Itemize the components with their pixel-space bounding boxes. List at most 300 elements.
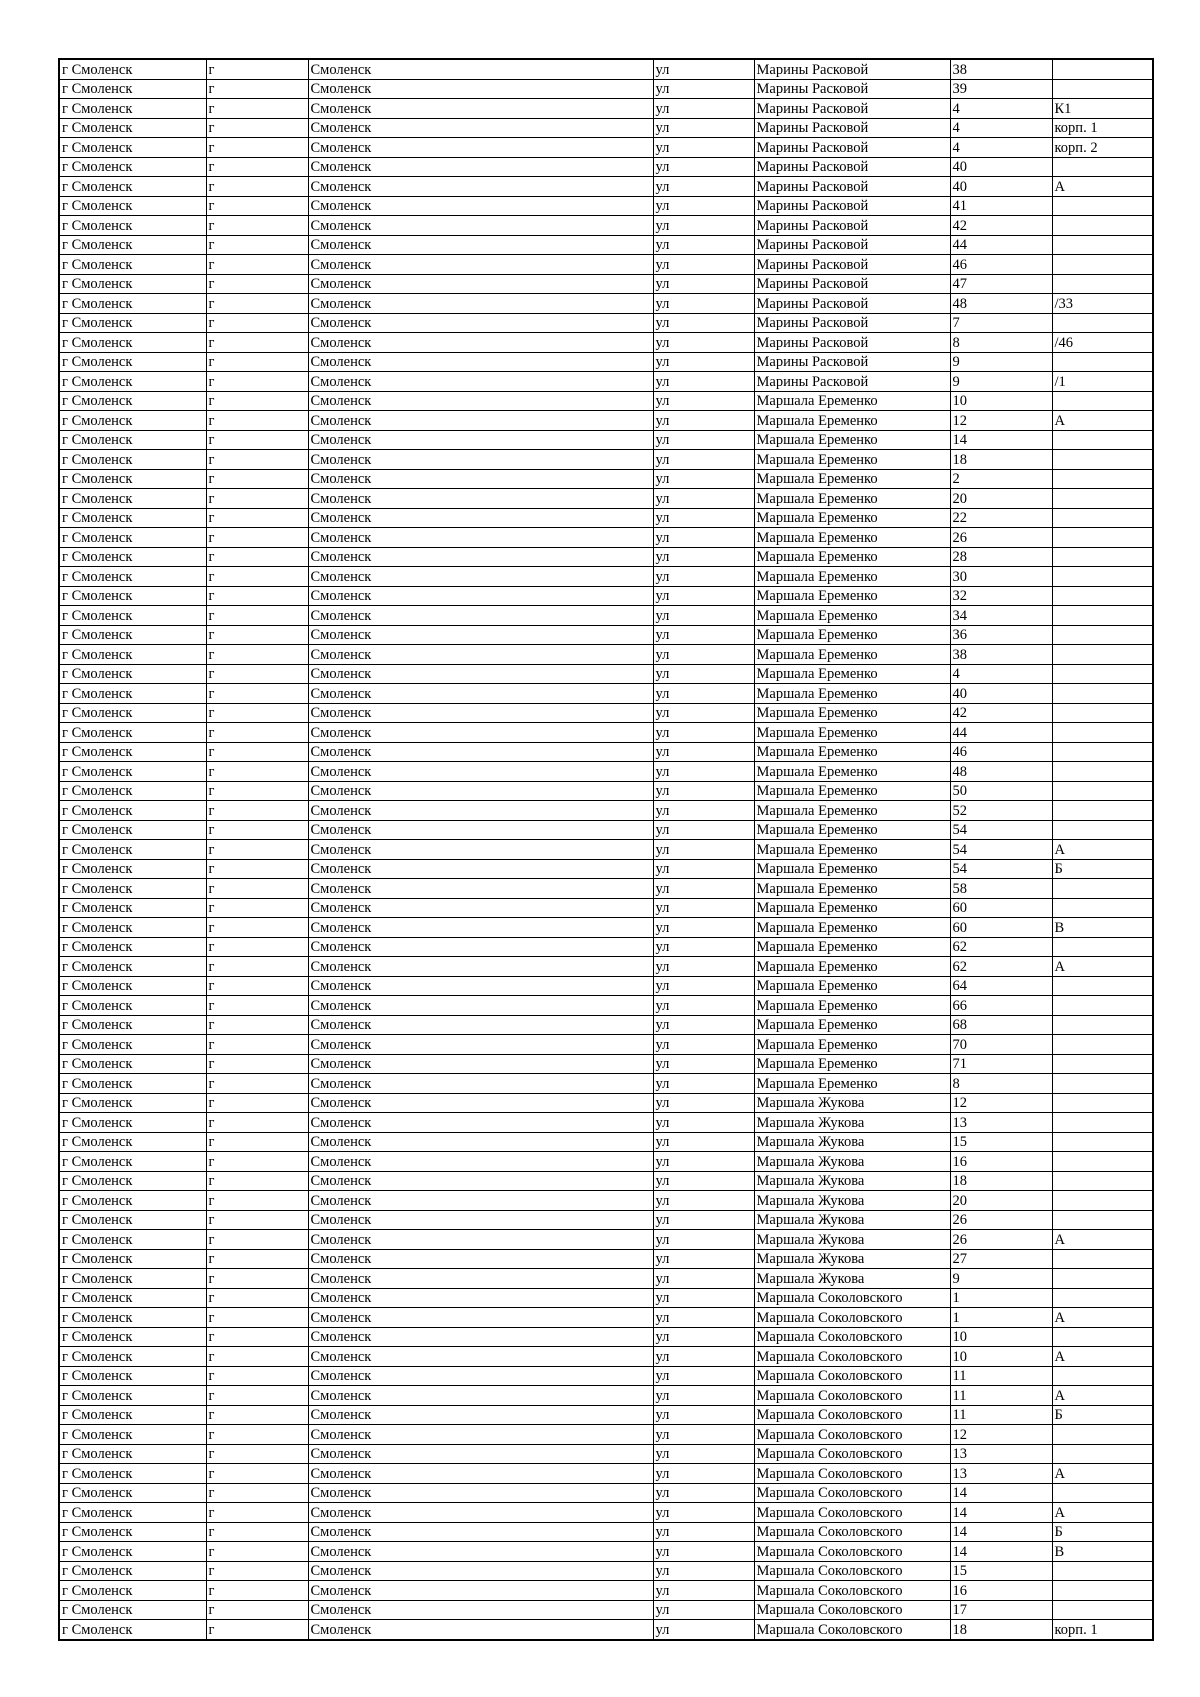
table-row [59, 918, 1153, 938]
locality-cell: Смоленск [308, 1054, 653, 1074]
table-row [59, 430, 1153, 450]
locality-cell: Смоленск [308, 1483, 653, 1503]
city-type-cell: г [206, 430, 308, 450]
city-type-cell: г [206, 1288, 308, 1308]
city-type-cell: г [206, 138, 308, 158]
building-suffix-cell [1052, 489, 1153, 509]
city-cell: г Смоленск [59, 1035, 206, 1055]
building-suffix-cell [1052, 879, 1153, 899]
street-type-cell: ул [653, 859, 754, 879]
building-suffix-cell [1052, 528, 1153, 548]
table-row [59, 1581, 1153, 1601]
table-row [59, 528, 1153, 548]
city-type-cell: г [206, 957, 308, 977]
street-name-cell: Маршала Соколовского [754, 1366, 950, 1386]
house-number-cell: 1 [950, 1308, 1052, 1328]
locality-cell: Смоленск [308, 859, 653, 879]
street-type-cell: ул [653, 664, 754, 684]
locality-cell: Смоленск [308, 801, 653, 821]
city-cell: г Смоленск [59, 411, 206, 431]
street-name-cell: Маршала Еременко [754, 411, 950, 431]
building-suffix-cell [1052, 1444, 1153, 1464]
building-suffix-cell: В [1052, 1542, 1153, 1562]
locality-cell: Смоленск [308, 762, 653, 782]
house-number-cell: 20 [950, 489, 1052, 509]
city-type-cell: г [206, 469, 308, 489]
street-type-cell: ул [653, 547, 754, 567]
street-type-cell: ул [653, 801, 754, 821]
city-cell: г Смоленск [59, 235, 206, 255]
city-type-cell: г [206, 411, 308, 431]
table-row [59, 723, 1153, 743]
locality-cell: Смоленск [308, 1444, 653, 1464]
street-type-cell: ул [653, 567, 754, 587]
city-type-cell: г [206, 742, 308, 762]
street-name-cell: Маршала Соколовского [754, 1600, 950, 1620]
house-number-cell: 13 [950, 1464, 1052, 1484]
city-type-cell: г [206, 1152, 308, 1172]
locality-cell: Смоленск [308, 1269, 653, 1289]
city-type-cell: г [206, 996, 308, 1016]
table-row [59, 1113, 1153, 1133]
house-number-cell: 48 [950, 294, 1052, 314]
street-name-cell: Маршала Еременко [754, 664, 950, 684]
city-type-cell: г [206, 840, 308, 860]
city-cell: г Смоленск [59, 703, 206, 723]
city-cell: г Смоленск [59, 1405, 206, 1425]
building-suffix-cell [1052, 79, 1153, 99]
street-type-cell: ул [653, 528, 754, 548]
city-cell: г Смоленск [59, 606, 206, 626]
house-number-cell: 14 [950, 1542, 1052, 1562]
locality-cell: Смоленск [308, 1093, 653, 1113]
street-type-cell: ул [653, 781, 754, 801]
building-suffix-cell [1052, 664, 1153, 684]
table-row [59, 762, 1153, 782]
house-number-cell: 26 [950, 528, 1052, 548]
house-number-cell: 42 [950, 703, 1052, 723]
building-suffix-cell [1052, 1288, 1153, 1308]
building-suffix-cell [1052, 430, 1153, 450]
locality-cell: Смоленск [308, 1035, 653, 1055]
building-suffix-cell [1052, 508, 1153, 528]
locality-cell: Смоленск [308, 742, 653, 762]
street-type-cell: ул [653, 274, 754, 294]
locality-cell: Смоленск [308, 1308, 653, 1328]
locality-cell: Смоленск [308, 1288, 653, 1308]
locality-cell: Смоленск [308, 1464, 653, 1484]
street-type-cell: ул [653, 1347, 754, 1367]
house-number-cell: 9 [950, 352, 1052, 372]
city-type-cell: г [206, 606, 308, 626]
city-type-cell: г [206, 898, 308, 918]
street-type-cell: ул [653, 742, 754, 762]
building-suffix-cell: А [1052, 411, 1153, 431]
street-name-cell: Маршала Еременко [754, 1074, 950, 1094]
house-number-cell: 15 [950, 1561, 1052, 1581]
street-type-cell: ул [653, 372, 754, 392]
locality-cell: Смоленск [308, 957, 653, 977]
street-name-cell: Марины Расковой [754, 333, 950, 353]
locality-cell: Смоленск [308, 118, 653, 138]
street-type-cell: ул [653, 294, 754, 314]
street-type-cell: ул [653, 450, 754, 470]
building-suffix-cell [1052, 976, 1153, 996]
building-suffix-cell [1052, 606, 1153, 626]
locality-cell: Смоленск [308, 333, 653, 353]
building-suffix-cell [1052, 216, 1153, 236]
house-number-cell: 39 [950, 79, 1052, 99]
house-number-cell: 34 [950, 606, 1052, 626]
street-name-cell: Маршала Еременко [754, 1015, 950, 1035]
building-suffix-cell: А [1052, 177, 1153, 197]
locality-cell: Смоленск [308, 430, 653, 450]
table-row [59, 606, 1153, 626]
city-type-cell: г [206, 781, 308, 801]
locality-cell: Смоленск [308, 996, 653, 1016]
city-type-cell: г [206, 547, 308, 567]
building-suffix-cell [1052, 703, 1153, 723]
street-type-cell: ул [653, 1288, 754, 1308]
table-row [59, 411, 1153, 431]
city-type-cell: г [206, 723, 308, 743]
city-type-cell: г [206, 879, 308, 899]
city-type-cell: г [206, 391, 308, 411]
city-type-cell: г [206, 352, 308, 372]
building-suffix-cell: корп. 1 [1052, 118, 1153, 138]
house-number-cell: 46 [950, 255, 1052, 275]
house-number-cell: 68 [950, 1015, 1052, 1035]
street-name-cell: Маршала Еременко [754, 703, 950, 723]
street-name-cell: Марины Расковой [754, 138, 950, 158]
street-type-cell: ул [653, 157, 754, 177]
street-name-cell: Маршала Еременко [754, 1035, 950, 1055]
house-number-cell: 64 [950, 976, 1052, 996]
building-suffix-cell [1052, 567, 1153, 587]
street-name-cell: Маршала Соколовского [754, 1503, 950, 1523]
city-type-cell: г [206, 235, 308, 255]
street-name-cell: Маршала Еременко [754, 976, 950, 996]
city-cell: г Смоленск [59, 1269, 206, 1289]
city-cell: г Смоленск [59, 216, 206, 236]
building-suffix-cell [1052, 625, 1153, 645]
city-cell: г Смоленск [59, 255, 206, 275]
table-row [59, 138, 1153, 158]
table-row [59, 879, 1153, 899]
city-type-cell: г [206, 1113, 308, 1133]
street-type-cell: ул [653, 937, 754, 957]
table-row [59, 372, 1153, 392]
address-table-body [59, 59, 1153, 1640]
building-suffix-cell: А [1052, 1386, 1153, 1406]
street-name-cell: Маршала Еременко [754, 918, 950, 938]
house-number-cell: 40 [950, 684, 1052, 704]
street-type-cell: ул [653, 216, 754, 236]
city-cell: г Смоленск [59, 684, 206, 704]
city-cell: г Смоленск [59, 645, 206, 665]
locality-cell: Смоленск [308, 294, 653, 314]
city-type-cell: г [206, 1132, 308, 1152]
building-suffix-cell [1052, 1327, 1153, 1347]
street-name-cell: Марины Расковой [754, 255, 950, 275]
street-name-cell: Маршала Еременко [754, 450, 950, 470]
locality-cell: Смоленск [308, 820, 653, 840]
city-type-cell: г [206, 937, 308, 957]
table-row [59, 957, 1153, 977]
house-number-cell: 14 [950, 1503, 1052, 1523]
building-suffix-cell [1052, 1132, 1153, 1152]
table-row [59, 1444, 1153, 1464]
locality-cell: Смоленск [308, 508, 653, 528]
table-row [59, 508, 1153, 528]
city-cell: г Смоленск [59, 430, 206, 450]
building-suffix-cell [1052, 1425, 1153, 1445]
street-type-cell: ул [653, 196, 754, 216]
locality-cell: Смоленск [308, 274, 653, 294]
building-suffix-cell [1052, 352, 1153, 372]
street-name-cell: Маршала Еременко [754, 840, 950, 860]
city-cell: г Смоленск [59, 937, 206, 957]
table-row [59, 937, 1153, 957]
locality-cell: Смоленск [308, 937, 653, 957]
city-type-cell: г [206, 918, 308, 938]
city-type-cell: г [206, 294, 308, 314]
city-type-cell: г [206, 1327, 308, 1347]
city-cell: г Смоленск [59, 840, 206, 860]
street-name-cell: Маршала Соколовского [754, 1483, 950, 1503]
house-number-cell: 44 [950, 723, 1052, 743]
city-type-cell: г [206, 625, 308, 645]
street-name-cell: Маршала Жукова [754, 1269, 950, 1289]
city-type-cell: г [206, 1210, 308, 1230]
locality-cell: Смоленск [308, 1015, 653, 1035]
city-type-cell: г [206, 1503, 308, 1523]
house-number-cell: 54 [950, 820, 1052, 840]
street-name-cell: Маршала Жукова [754, 1210, 950, 1230]
city-cell: г Смоленск [59, 294, 206, 314]
street-type-cell: ул [653, 1464, 754, 1484]
city-type-cell: г [206, 1522, 308, 1542]
street-type-cell: ул [653, 586, 754, 606]
table-row [59, 1522, 1153, 1542]
street-name-cell: Маршала Еременко [754, 996, 950, 1016]
street-type-cell: ул [653, 333, 754, 353]
city-type-cell: г [206, 255, 308, 275]
locality-cell: Смоленск [308, 723, 653, 743]
table-row [59, 1015, 1153, 1035]
locality-cell: Смоленск [308, 1152, 653, 1172]
table-row [59, 274, 1153, 294]
locality-cell: Смоленск [308, 216, 653, 236]
city-cell: г Смоленск [59, 177, 206, 197]
table-row [59, 567, 1153, 587]
city-cell: г Смоленск [59, 1542, 206, 1562]
house-number-cell: 8 [950, 333, 1052, 353]
city-cell: г Смоленск [59, 820, 206, 840]
city-type-cell: г [206, 1308, 308, 1328]
building-suffix-cell: корп. 1 [1052, 1620, 1153, 1640]
table-row [59, 118, 1153, 138]
city-cell: г Смоленск [59, 1054, 206, 1074]
city-type-cell: г [206, 59, 308, 79]
locality-cell: Смоленск [308, 352, 653, 372]
table-row [59, 1503, 1153, 1523]
city-type-cell: г [206, 372, 308, 392]
table-row [59, 235, 1153, 255]
city-cell: г Смоленск [59, 79, 206, 99]
building-suffix-cell [1052, 762, 1153, 782]
house-number-cell: 22 [950, 508, 1052, 528]
street-name-cell: Маршала Соколовского [754, 1620, 950, 1640]
building-suffix-cell [1052, 645, 1153, 665]
city-type-cell: г [206, 684, 308, 704]
city-type-cell: г [206, 528, 308, 548]
locality-cell: Смоленск [308, 255, 653, 275]
house-number-cell: 4 [950, 99, 1052, 119]
table-row [59, 586, 1153, 606]
locality-cell: Смоленск [308, 59, 653, 79]
city-type-cell: г [206, 1035, 308, 1055]
building-suffix-cell [1052, 1483, 1153, 1503]
street-name-cell: Маршала Еременко [754, 1054, 950, 1074]
street-type-cell: ул [653, 1152, 754, 1172]
street-name-cell: Маршала Еременко [754, 391, 950, 411]
street-name-cell: Маршала Соколовского [754, 1444, 950, 1464]
city-type-cell: г [206, 1347, 308, 1367]
house-number-cell: 14 [950, 1483, 1052, 1503]
building-suffix-cell [1052, 742, 1153, 762]
table-row [59, 1483, 1153, 1503]
city-type-cell: г [206, 703, 308, 723]
street-type-cell: ул [653, 957, 754, 977]
city-type-cell: г [206, 859, 308, 879]
street-type-cell: ул [653, 1600, 754, 1620]
city-cell: г Смоленск [59, 489, 206, 509]
locality-cell: Смоленск [308, 1074, 653, 1094]
locality-cell: Смоленск [308, 1347, 653, 1367]
city-cell: г Смоленск [59, 547, 206, 567]
city-cell: г Смоленск [59, 1249, 206, 1269]
house-number-cell: 11 [950, 1405, 1052, 1425]
city-cell: г Смоленск [59, 996, 206, 1016]
street-name-cell: Марины Расковой [754, 177, 950, 197]
city-cell: г Смоленск [59, 1600, 206, 1620]
building-suffix-cell [1052, 1152, 1153, 1172]
street-type-cell: ул [653, 1210, 754, 1230]
table-row [59, 703, 1153, 723]
house-number-cell: 10 [950, 391, 1052, 411]
street-name-cell: Маршала Жукова [754, 1191, 950, 1211]
house-number-cell: 60 [950, 898, 1052, 918]
street-type-cell: ул [653, 684, 754, 704]
house-number-cell: 26 [950, 1230, 1052, 1250]
street-type-cell: ул [653, 840, 754, 860]
street-name-cell: Маршала Соколовского [754, 1542, 950, 1562]
locality-cell: Смоленск [308, 606, 653, 626]
locality-cell: Смоленск [308, 684, 653, 704]
locality-cell: Смоленск [308, 1561, 653, 1581]
street-name-cell: Марины Расковой [754, 235, 950, 255]
street-type-cell: ул [653, 606, 754, 626]
building-suffix-cell [1052, 1093, 1153, 1113]
table-row [59, 1093, 1153, 1113]
street-type-cell: ул [653, 430, 754, 450]
table-row [59, 781, 1153, 801]
city-cell: г Смоленск [59, 1581, 206, 1601]
table-row [59, 1327, 1153, 1347]
city-cell: г Смоленск [59, 1308, 206, 1328]
house-number-cell: 70 [950, 1035, 1052, 1055]
street-name-cell: Маршала Жукова [754, 1152, 950, 1172]
street-name-cell: Марины Расковой [754, 352, 950, 372]
street-type-cell: ул [653, 235, 754, 255]
table-row [59, 1464, 1153, 1484]
building-suffix-cell [1052, 820, 1153, 840]
street-type-cell: ул [653, 1386, 754, 1406]
table-row [59, 1542, 1153, 1562]
city-type-cell: г [206, 99, 308, 119]
city-type-cell: г [206, 274, 308, 294]
house-number-cell: 11 [950, 1366, 1052, 1386]
house-number-cell: 36 [950, 625, 1052, 645]
locality-cell: Смоленск [308, 372, 653, 392]
city-type-cell: г [206, 1269, 308, 1289]
building-suffix-cell: Б [1052, 859, 1153, 879]
house-number-cell: 48 [950, 762, 1052, 782]
street-name-cell: Марины Расковой [754, 294, 950, 314]
table-row [59, 255, 1153, 275]
street-type-cell: ул [653, 138, 754, 158]
table-row [59, 1600, 1153, 1620]
street-name-cell: Маршала Еременко [754, 645, 950, 665]
city-type-cell: г [206, 1581, 308, 1601]
street-name-cell: Марины Расковой [754, 59, 950, 79]
street-name-cell: Марины Расковой [754, 313, 950, 333]
building-suffix-cell [1052, 781, 1153, 801]
table-row [59, 1132, 1153, 1152]
street-type-cell: ул [653, 1249, 754, 1269]
building-suffix-cell [1052, 235, 1153, 255]
locality-cell: Смоленск [308, 898, 653, 918]
street-name-cell: Маршала Жукова [754, 1171, 950, 1191]
street-type-cell: ул [653, 489, 754, 509]
city-cell: г Смоленск [59, 1210, 206, 1230]
house-number-cell: 13 [950, 1113, 1052, 1133]
street-type-cell: ул [653, 1561, 754, 1581]
city-cell: г Смоленск [59, 99, 206, 119]
building-suffix-cell [1052, 1171, 1153, 1191]
table-row [59, 801, 1153, 821]
city-cell: г Смоленск [59, 1522, 206, 1542]
street-type-cell: ул [653, 976, 754, 996]
building-suffix-cell [1052, 274, 1153, 294]
street-name-cell: Маршала Еременко [754, 937, 950, 957]
city-type-cell: г [206, 450, 308, 470]
street-type-cell: ул [653, 352, 754, 372]
city-type-cell: г [206, 1561, 308, 1581]
table-row [59, 1210, 1153, 1230]
city-cell: г Смоленск [59, 1561, 206, 1581]
street-name-cell: Марины Расковой [754, 196, 950, 216]
street-type-cell: ул [653, 1308, 754, 1328]
city-cell: г Смоленск [59, 1483, 206, 1503]
city-cell: г Смоленск [59, 664, 206, 684]
house-number-cell: 44 [950, 235, 1052, 255]
house-number-cell: 62 [950, 957, 1052, 977]
city-cell: г Смоленск [59, 586, 206, 606]
street-type-cell: ул [653, 1581, 754, 1601]
city-cell: г Смоленск [59, 957, 206, 977]
